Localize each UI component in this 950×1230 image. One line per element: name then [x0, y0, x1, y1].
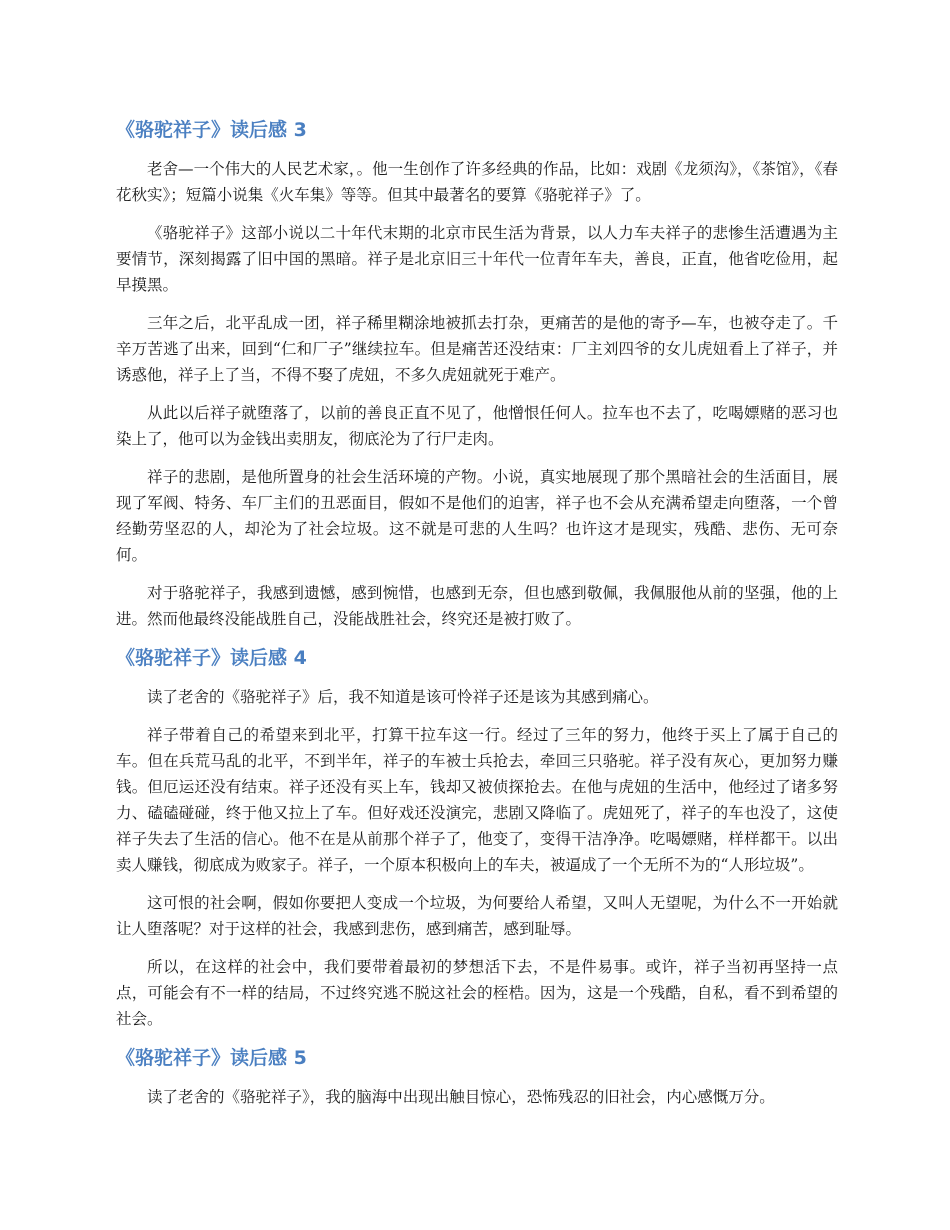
- essay-section-5: [116, 1044, 838, 1110]
- paragraph: 对于骆驼祥子，我感到遗憾，感到惋惜，也感到无奈，但也感到敬佩，我佩服他从前的坚强，他的上进。然而他最终没能战胜自己，没能战胜社会，终究还是被打败了。: [116, 584, 838, 628]
- paragraph: 老舍—一个伟大的人民艺术家，。他一生创作了许多经典的作品，比如：戏剧《龙须沟》，《茶馆》，《春花秋实》；短篇小说集《火车集》等等。但其中最著名的要算《骆驼祥子》了。: [116, 160, 838, 204]
- paragraph: 读了老舍的《骆驼祥子》后，我不知道是该可怜祥子还是该为其感到痛心。: [147, 688, 659, 706]
- paragraph: 读了老舍的《骆驼祥子》，我的脑海中出现出触目惊心，恐怖残忍的旧社会，内心感慨万分。: [147, 1088, 775, 1106]
- paragraph: 所以，在这样的社会中，我们要带着最初的梦想活下去，不是件易事。或许，祥子当初再坚持一点点，可能会有不一样的结局，不过终究逃不脱这社会的桎梏。因为，这是一个残酷，自私，看不到希望的社会。: [116, 958, 838, 1028]
- section-heading: 《骆驼祥子》读后感 3: [116, 119, 307, 141]
- section-heading: 《骆驼祥子》读后感 5: [116, 1047, 307, 1069]
- paragraph: 三年之后，北平乱成一团，祥子稀里糊涂地被抓去打杂，更痛苦的是他的寄予—车，也被夺走了。千辛万苦逃了出来，回到“仁和厂子”继续拉车。但是痛苦还没结束：厂主刘四爷的女儿虎妞看上了祥子，并诱惑他，祥子上了当，不得不娶了虎妞，不多久虎妞就死于难产。: [116, 314, 838, 384]
- paragraph: 这可恨的社会啊，假如你要把人变成一个垃圾，为何要给人希望，又叫人无望呢，为什么不一开始就让人堕落呢？对于这样的社会，我感到悲伤，感到痛苦，感到耻辱。: [116, 894, 838, 938]
- paragraph: 祥子的悲剧，是他所置身的社会生活环境的产物。小说，真实地展现了那个黑暗社会的生活面目，展现了军阀、特务、车厂主们的丑恶面目，假如不是他们的迫害，祥子也不会从充满希望走向堕落，一个曾经勤劳坚忍的人，却沦为了社会垃圾。这不就是可悲的人生吗？也许这才是现实，残酷、悲伤、无可奈何。: [116, 468, 838, 564]
- essay-section-4: [116, 644, 838, 1032]
- section-heading: 《骆驼祥子》读后感 4: [116, 647, 307, 669]
- essay-section-3: [116, 116, 838, 632]
- paragraph: 《骆驼祥子》这部小说以二十年代末期的北京市民生活为背景，以人力车夫祥子的悲惨生活遭遇为主要情节，深刻揭露了旧中国的黑暗。祥子是北京旧三十年代一位青年车夫，善良，正直，他省吃俭用，起早摸黑。: [116, 224, 838, 294]
- paragraph: 祥子带着自己的希望来到北平，打算干拉车这一行。经过了三年的努力，他终于买上了属于自己的车。但在兵荒马乱的北平，不到半年，祥子的车被士兵抢去，牵回三只骆驼。祥子没有灰心，更加努力赚钱。但厄运还没有结束。祥子还没有买上车，钱却又被侦探抢去。在他与虎妞的生活中，他经过了诸多努力、磕磕碰碰，终于他又拉上了车。但好戏还没演完，悲剧又降临了。虎妞死了，祥子的车也没了，这使祥子失去了生活的信心。他不在是从前那个祥子了，他变了，变得干洁净净。吃喝嫖赌，样样都干。以出卖人赚钱，彻底成为败家子。祥子，一个原本积极向上的车夫，被逼成了一个无所不为的“人形垃圾”。: [116, 726, 838, 874]
- paragraph: 从此以后祥子就堕落了，以前的善良正直不见了，他憎恨任何人。拉车也不去了，吃喝嫖赌的恶习也染上了，他可以为金钱出卖朋友，彻底沦为了行尸走肉。: [116, 404, 838, 448]
